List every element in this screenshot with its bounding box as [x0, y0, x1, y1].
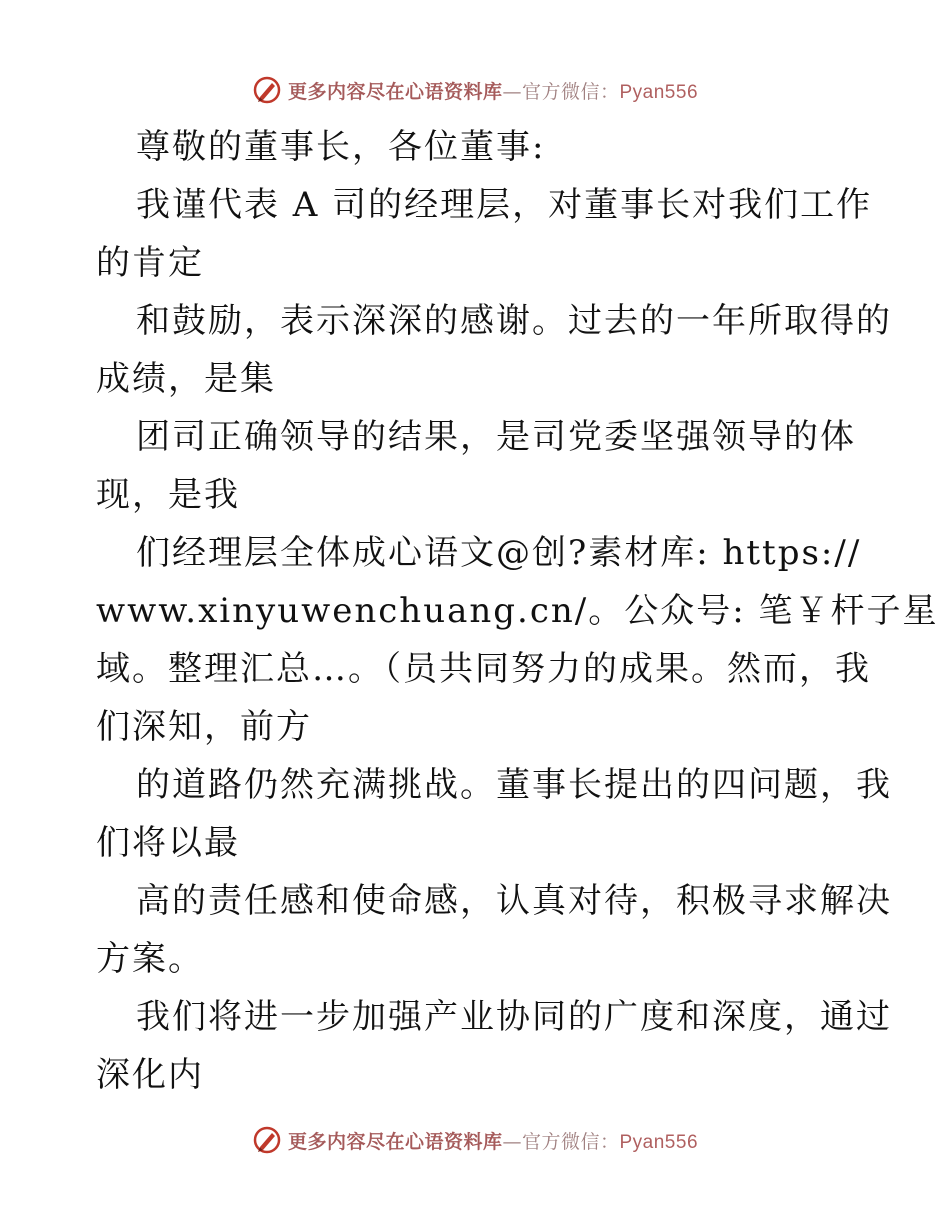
pen-logo-icon	[252, 75, 282, 105]
text-line: 我们将进一步加强产业协同的广度和深度，通过	[136, 997, 892, 1037]
text-line: 现，是我	[96, 475, 240, 515]
document-body	[96, 118, 939, 1104]
header-watermark	[0, 70, 950, 110]
watermark-brand: 更多内容尽在心语资料库	[287, 80, 503, 103]
text-line: 们将以最	[96, 823, 240, 863]
text-line: 域。整理汇总…。（员共同努力的成果。然而，我	[96, 649, 871, 689]
watermark-text	[288, 1127, 698, 1154]
watermark-wechat-label: 官方微信：	[521, 80, 620, 103]
watermark-brand: 更多内容尽在心语资料库	[287, 1130, 503, 1153]
text-line: 尊敬的董事长，各位董事:	[136, 127, 546, 167]
watermark-sep: —	[502, 1130, 522, 1153]
text-line: 们经理层全体成心语文@创?素材库: https://	[136, 533, 862, 573]
text-line: 成绩，是集	[96, 359, 276, 399]
pen-logo-icon	[252, 1125, 282, 1155]
text-line: 的肯定	[96, 243, 204, 283]
watermark-wechat-id: Pyan556	[619, 81, 699, 103]
text-line: 的道路仍然充满挑战。董事长提出的四问题，我	[136, 765, 892, 805]
watermark-wechat-label: 官方微信：	[521, 1130, 620, 1153]
text-line: 我谨代表 A 司的经理层，对董事长对我们工作	[136, 185, 873, 225]
text-line: www.xinyuwenchuang.cn/。公众号: 笔￥杆子星	[96, 591, 939, 631]
text-line: 深化内	[96, 1055, 204, 1095]
text-line: 高的责任感和使命感，认真对待，积极寻求解决	[136, 881, 892, 921]
footer-watermark	[0, 1120, 950, 1160]
watermark-text	[288, 77, 698, 104]
text-line: 团司正确领导的结果，是司党委坚强领导的体	[136, 417, 856, 457]
text-line: 方案。	[96, 939, 204, 979]
watermark-wechat-id: Pyan556	[619, 1131, 699, 1153]
text-line: 和鼓励，表示深深的感谢。过去的一年所取得的	[136, 301, 892, 341]
text-line: 们深知，前方	[96, 707, 312, 747]
watermark-sep: —	[502, 80, 522, 103]
